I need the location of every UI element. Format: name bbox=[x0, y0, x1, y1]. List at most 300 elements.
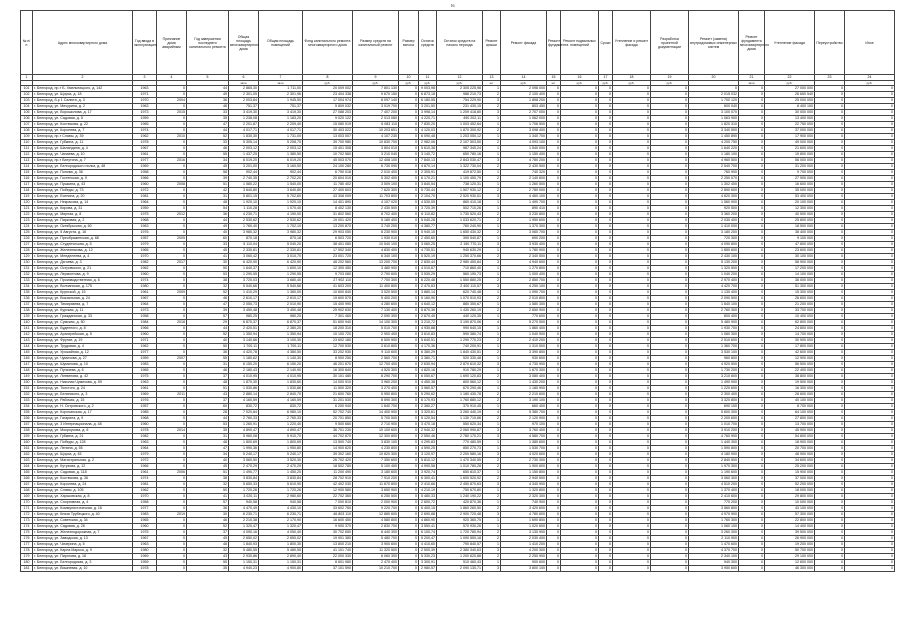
table-cell: 0 bbox=[599, 242, 613, 248]
table-cell: 154 bbox=[21, 404, 33, 410]
table-cell: 0 bbox=[815, 218, 845, 224]
table-cell: 0 bbox=[613, 98, 651, 104]
table-cell: 0 bbox=[157, 296, 187, 302]
table-cell: 2 760,33 bbox=[229, 416, 259, 422]
column-number: 3 bbox=[133, 75, 157, 81]
table-cell: 0 bbox=[613, 224, 651, 230]
column-number: 11 bbox=[419, 75, 437, 81]
table-cell: 50 bbox=[187, 266, 229, 272]
table-cell: г. Белгород, ул. Курская, д. 11 bbox=[33, 308, 133, 314]
table-cell: 5 302 400 bbox=[353, 176, 399, 182]
table-cell: 169 bbox=[21, 494, 33, 500]
table-cell: 0 bbox=[651, 506, 689, 512]
table-cell: 24 100 280 bbox=[303, 164, 353, 170]
table-cell: 6 790 018 bbox=[303, 170, 353, 176]
table-cell: 4 020 600 bbox=[501, 452, 547, 458]
table-cell: 1 780 900 bbox=[501, 248, 547, 254]
table-cell: 45 bbox=[187, 536, 229, 542]
table-cell: 0 bbox=[613, 392, 651, 398]
table-cell: 0 bbox=[815, 194, 845, 200]
table-cell: 1978 bbox=[133, 140, 157, 146]
table-cell: 1 250 370,66 bbox=[437, 254, 483, 260]
table-cell: 1 350,94 bbox=[229, 332, 259, 338]
table-cell: 1 970 300 bbox=[689, 464, 739, 470]
table-cell: 1 240 190,22 bbox=[437, 494, 483, 500]
table-cell: 3 830 100 bbox=[353, 440, 399, 446]
table-cell: 1 860 260,50 bbox=[437, 506, 483, 512]
table-cell: 0 bbox=[599, 464, 613, 470]
table-cell: 0 bbox=[561, 410, 599, 416]
table-cell: 2 980,57 bbox=[419, 566, 437, 572]
table-cell: 0 bbox=[399, 422, 419, 428]
table-cell: 46 bbox=[187, 104, 229, 110]
table-cell: 4 430,10 bbox=[259, 506, 303, 512]
table-cell: 0 bbox=[157, 416, 187, 422]
table-cell: 5 305,14 bbox=[229, 140, 259, 146]
table-cell: г. Белгород, ул. Чумичова, д. 27 bbox=[33, 356, 133, 362]
table-cell: 3 530 100 bbox=[689, 350, 739, 356]
table-cell: 0 bbox=[561, 560, 599, 566]
table-cell: 0 bbox=[599, 266, 613, 272]
table-cell: 1983 bbox=[133, 362, 157, 368]
table-cell: 0 bbox=[547, 410, 561, 416]
column-unit: шт bbox=[547, 81, 561, 86]
table-cell: 0 bbox=[547, 284, 561, 290]
table-cell: 0 bbox=[651, 416, 689, 422]
table-cell: 0 bbox=[651, 392, 689, 398]
table-cell: 1 bbox=[483, 86, 501, 92]
table-cell: г. Белгород, ул. Чапаева, д. 10 bbox=[33, 152, 133, 158]
table-cell: 0 bbox=[613, 560, 651, 566]
table-cell: 0 bbox=[739, 134, 765, 140]
table-cell: 2 150 770,11 bbox=[437, 242, 483, 248]
table-cell: 15 800 000 bbox=[765, 152, 815, 158]
table-cell: г. Белгород, ул. Кутузова, д. 12 bbox=[33, 464, 133, 470]
table-cell: 4 510 200 bbox=[689, 482, 739, 488]
table-cell: 3 998,14 bbox=[419, 110, 437, 116]
table-cell: 2 300 400 bbox=[689, 392, 739, 398]
table-cell: 4 830 400 bbox=[353, 248, 399, 254]
table-cell: 0 bbox=[845, 476, 895, 482]
table-cell: 3 010,70 bbox=[259, 254, 303, 260]
table-cell: 6 980,10 bbox=[259, 410, 303, 416]
table-cell: 1 322 730,04 bbox=[437, 164, 483, 170]
table-cell: 1 380,50 bbox=[259, 152, 303, 158]
table-cell: 0 bbox=[845, 446, 895, 452]
table-cell: 0 bbox=[815, 116, 845, 122]
table-cell: 0 bbox=[399, 122, 419, 128]
table-cell: 0 bbox=[399, 242, 419, 248]
table-cell: 0 bbox=[651, 212, 689, 218]
table-cell: 0 bbox=[739, 242, 765, 248]
table-cell: 2 410 200 bbox=[501, 338, 547, 344]
table-cell: 7 840,13 bbox=[419, 158, 437, 164]
table-cell: 0 bbox=[845, 560, 895, 566]
table-cell: 149 bbox=[21, 374, 33, 380]
table-cell: 830,72 bbox=[229, 404, 259, 410]
table-cell: 0 bbox=[561, 368, 599, 374]
table-cell: 6 170,21 bbox=[419, 176, 437, 182]
table-cell: 0 bbox=[561, 218, 599, 224]
table-cell: 0 bbox=[599, 548, 613, 554]
table-cell: 0 bbox=[739, 404, 765, 410]
table-cell: 129 bbox=[21, 254, 33, 260]
table-cell: 3 720,03 bbox=[229, 278, 259, 284]
table-cell: 1 220 600 bbox=[689, 386, 739, 392]
table-cell: 46 bbox=[187, 146, 229, 152]
table-cell: 0 bbox=[651, 158, 689, 164]
column-unit: руб. bbox=[353, 81, 399, 86]
table-cell: 2 bbox=[483, 464, 501, 470]
table-cell: 8 601 980 bbox=[303, 560, 353, 566]
table-cell: 0 bbox=[651, 332, 689, 338]
table-cell: 0 bbox=[547, 530, 561, 536]
table-cell: 0 bbox=[651, 290, 689, 296]
table-cell: 0 bbox=[157, 542, 187, 548]
table-cell: 0 bbox=[399, 206, 419, 212]
table-cell: 2 090 300 bbox=[353, 314, 399, 320]
table-cell: 0 bbox=[815, 104, 845, 110]
table-cell: 1 302 400 bbox=[689, 182, 739, 188]
table-cell: 0 bbox=[399, 188, 419, 194]
table-cell: 4 580 800 bbox=[353, 518, 399, 524]
table-cell: 0 bbox=[599, 494, 613, 500]
table-cell: 0 bbox=[561, 266, 599, 272]
table-cell: 4 870,14 bbox=[419, 164, 437, 170]
table-cell: 0 bbox=[815, 488, 845, 494]
table-cell: 0 bbox=[561, 290, 599, 296]
table-cell: 1 bbox=[483, 200, 501, 206]
column-header: Адрес многоквартирного дома bbox=[33, 11, 133, 75]
table-cell: 0 bbox=[599, 362, 613, 368]
table-cell: 560 190,73 bbox=[437, 272, 483, 278]
table-cell: 0 bbox=[651, 362, 689, 368]
table-cell: 0 bbox=[399, 452, 419, 458]
table-cell: 940 630,29 bbox=[437, 248, 483, 254]
table-cell: 4 290,83 bbox=[419, 440, 437, 446]
table-cell: 108 bbox=[21, 128, 33, 134]
table-cell: 1 010 780,28 bbox=[437, 464, 483, 470]
table-cell: 40 bbox=[187, 338, 229, 344]
table-cell: г. Белгород, ул. Есенина, д. 20 bbox=[33, 194, 133, 200]
table-cell: 1 410 000 bbox=[689, 224, 739, 230]
table-cell: 2 560 700 bbox=[353, 356, 399, 362]
table-cell: 0 bbox=[599, 380, 613, 386]
table-cell: 3 450,48 bbox=[259, 308, 303, 314]
table-cell: 5 600 300 bbox=[689, 410, 739, 416]
table-cell: 26 702 420 bbox=[303, 458, 353, 464]
table-cell: 0 bbox=[739, 470, 765, 476]
table-cell: 29 903 050 bbox=[303, 230, 353, 236]
table-cell: 0 bbox=[561, 524, 599, 530]
table-cell: 0 bbox=[845, 422, 895, 428]
table-cell: 2 bbox=[483, 506, 501, 512]
table-cell: 16 300 840 bbox=[303, 368, 353, 374]
table-cell: 5 480 900 bbox=[689, 320, 739, 326]
table-cell: 2 702,20 bbox=[259, 176, 303, 182]
table-cell: 902,44 bbox=[259, 170, 303, 176]
table-cell: 0 bbox=[157, 518, 187, 524]
table-cell: 0 bbox=[547, 350, 561, 356]
table-cell: 0 bbox=[739, 128, 765, 134]
table-cell: 0 bbox=[561, 392, 599, 398]
table-cell: 0 bbox=[561, 482, 599, 488]
table-cell: 0 bbox=[739, 446, 765, 452]
table-cell: 3 100,30 bbox=[259, 338, 303, 344]
table-cell: 900 600 bbox=[501, 560, 547, 566]
table-cell: 1 490 900 bbox=[689, 380, 739, 386]
column-number: 1 bbox=[21, 75, 33, 81]
table-cell: г. Белгород, ул. Рабочая, д. 15 bbox=[33, 398, 133, 404]
table-cell: 32 bbox=[187, 284, 229, 290]
table-cell: 64 100 000 bbox=[765, 410, 815, 416]
table-cell: 130 bbox=[21, 260, 33, 266]
table-cell: г. Белгород, ул. Спортивная, д. 4 bbox=[33, 500, 133, 506]
table-cell: г. Белгород, ул. Некрасова, д. 14 bbox=[33, 200, 133, 206]
table-cell: 0 bbox=[651, 260, 689, 266]
table-cell: 2 013 080 bbox=[353, 116, 399, 122]
table-cell: 0 bbox=[815, 320, 845, 326]
table-cell: 4 bbox=[483, 410, 501, 416]
table-cell: 1 bbox=[483, 122, 501, 128]
table-cell: 44 bbox=[187, 416, 229, 422]
table-cell: 1 840 700 bbox=[353, 404, 399, 410]
table-cell: 0 bbox=[651, 428, 689, 434]
table-cell: 0 bbox=[157, 350, 187, 356]
table-cell: 2 730 300 bbox=[501, 458, 547, 464]
table-cell: 0 bbox=[547, 260, 561, 266]
table-cell: 0 bbox=[547, 86, 561, 92]
table-cell: 0 bbox=[739, 146, 765, 152]
table-cell: 35 bbox=[187, 428, 229, 434]
table-cell: г. Белгород, ул. Архиерейская, д. 5 bbox=[33, 332, 133, 338]
table-cell: 0 bbox=[561, 344, 599, 350]
table-cell: 1 850 600 bbox=[689, 248, 739, 254]
table-cell: 0 bbox=[599, 86, 613, 92]
table-cell: 2 bbox=[483, 374, 501, 380]
table-cell: 0 bbox=[157, 488, 187, 494]
table-cell: 0 bbox=[599, 398, 613, 404]
table-cell: 0 bbox=[613, 104, 651, 110]
table-cell: 1 110,28 bbox=[229, 206, 259, 212]
table-cell: 0 bbox=[157, 422, 187, 428]
table-cell: 0 bbox=[561, 224, 599, 230]
table-cell: 3 740 200 bbox=[353, 224, 399, 230]
table-cell: 0 bbox=[157, 170, 187, 176]
table-cell: 0 bbox=[739, 530, 765, 536]
table-cell: 1 060 100 bbox=[689, 524, 739, 530]
table-cell: 13 200 870 bbox=[303, 224, 353, 230]
table-cell: 0 bbox=[157, 308, 187, 314]
table-cell: 1965 bbox=[133, 122, 157, 128]
table-cell: 0 bbox=[613, 344, 651, 350]
table-cell: 1 800,69 bbox=[229, 440, 259, 446]
table-cell: 42 402 030 bbox=[303, 482, 353, 488]
table-cell: 0 bbox=[739, 512, 765, 518]
table-cell: 2 760,33 bbox=[259, 416, 303, 422]
table-cell: 173 bbox=[21, 518, 33, 524]
table-cell: 43 100 000 bbox=[765, 506, 815, 512]
table-cell: 2010 bbox=[157, 134, 187, 140]
table-cell: 1 430 260,19 bbox=[437, 308, 483, 314]
table-cell: 0 bbox=[845, 212, 895, 218]
table-cell: 5 940,10 bbox=[419, 230, 437, 236]
table-cell: 1962 bbox=[133, 488, 157, 494]
table-cell: 123 bbox=[21, 218, 33, 224]
table-cell: 1 540,00 bbox=[259, 182, 303, 188]
table-cell: 5 910,70 bbox=[259, 434, 303, 440]
table-cell: 0 bbox=[845, 500, 895, 506]
table-cell: 870,18 bbox=[229, 236, 259, 242]
table-cell: 1 560 900 bbox=[689, 200, 739, 206]
table-cell: 0 bbox=[613, 320, 651, 326]
table-cell: 10 400 000 bbox=[765, 314, 815, 320]
table-cell: г. Белгород, пр-т Ватутина, д. 7 bbox=[33, 158, 133, 164]
table-cell: 1 690 800 bbox=[501, 518, 547, 524]
table-cell: 2 200 600 bbox=[689, 416, 739, 422]
table-cell: 0 bbox=[599, 404, 613, 410]
table-cell: 5 520,19 bbox=[419, 254, 437, 260]
table-cell: 15 900 000 bbox=[765, 470, 815, 476]
table-cell: 142 bbox=[21, 332, 33, 338]
table-cell: 0 bbox=[613, 278, 651, 284]
table-cell: 2 bbox=[483, 350, 501, 356]
table-cell: 14 400 900 bbox=[353, 410, 399, 416]
table-cell: 168 bbox=[21, 488, 33, 494]
table-cell: 2 090 500 bbox=[689, 296, 739, 302]
table-cell: 1 bbox=[483, 206, 501, 212]
header-row bbox=[21, 11, 895, 75]
table-cell: г. Белгород, ул. Белгородская, д. 3 bbox=[33, 560, 133, 566]
table-cell: 0 bbox=[739, 422, 765, 428]
table-cell: 0 bbox=[845, 362, 895, 368]
table-cell: 3 201,50 bbox=[419, 104, 437, 110]
table-cell: 1 090 550,18 bbox=[437, 536, 483, 542]
table-cell: 2 330,81 bbox=[229, 248, 259, 254]
table-cell: 0 bbox=[739, 524, 765, 530]
column-header: Разработка проектной документации bbox=[651, 11, 689, 75]
table-cell: 0 bbox=[815, 122, 845, 128]
table-cell: 1963 bbox=[133, 380, 157, 386]
table-cell: 0 bbox=[651, 242, 689, 248]
column-unit: кв.м bbox=[739, 81, 765, 86]
table-cell: 1975 bbox=[133, 212, 157, 218]
table-cell: 2 bbox=[483, 140, 501, 146]
table-cell: 0 bbox=[613, 122, 651, 128]
table-cell: 0 bbox=[547, 338, 561, 344]
table-cell: 1 033 620,71 bbox=[437, 218, 483, 224]
table-cell: 0 bbox=[845, 332, 895, 338]
table-cell: 33 bbox=[187, 242, 229, 248]
table-cell: 0 bbox=[547, 152, 561, 158]
table-cell: 3 830,84 bbox=[229, 476, 259, 482]
table-cell: 7 801 130 bbox=[353, 86, 399, 92]
column-header: Ремонт крыши bbox=[483, 11, 501, 75]
table-cell: 0 bbox=[739, 482, 765, 488]
table-cell: г. Белгород, ул. Садовая, д. 26 bbox=[33, 524, 133, 530]
table-cell: 1 530,86 bbox=[259, 386, 303, 392]
table-cell: 0 bbox=[157, 332, 187, 338]
table-cell: 2009 bbox=[157, 290, 187, 296]
table-cell: 0 bbox=[613, 398, 651, 404]
table-cell: 1 bbox=[483, 560, 501, 566]
table-cell: 0 bbox=[815, 308, 845, 314]
table-cell: 0 bbox=[845, 260, 895, 266]
table-cell: 4 160,59 bbox=[229, 398, 259, 404]
table-cell: 52 bbox=[187, 290, 229, 296]
table-cell: 5 610,90 bbox=[259, 482, 303, 488]
table-cell: 0 bbox=[613, 500, 651, 506]
table-cell: 1960 bbox=[133, 182, 157, 188]
table-cell: 0 bbox=[845, 566, 895, 572]
table-cell: 33 700 000 bbox=[765, 308, 815, 314]
table-cell: 46 bbox=[187, 368, 229, 374]
table-cell: 1968 bbox=[133, 218, 157, 224]
table-cell: 0 bbox=[815, 128, 845, 134]
table-cell: 0 bbox=[599, 434, 613, 440]
table-cell: 0 bbox=[547, 548, 561, 554]
table-cell: 4 780 200 bbox=[501, 158, 547, 164]
column-header: Год завершения последнего капитального ремонта bbox=[187, 11, 229, 75]
table-cell: 4 730 900 bbox=[501, 362, 547, 368]
table-cell: 0 bbox=[739, 566, 765, 572]
table-cell: 990 640,15 bbox=[437, 326, 483, 332]
table-cell: 0 bbox=[613, 152, 651, 158]
table-cell: 36 bbox=[187, 212, 229, 218]
table-cell: 0 bbox=[561, 284, 599, 290]
table-cell: 3 419,30 bbox=[229, 110, 259, 116]
table-cell: 0 bbox=[561, 200, 599, 206]
table-cell: 2 650 900 bbox=[501, 308, 547, 314]
table-cell: 38 800 000 bbox=[765, 374, 815, 380]
table-cell: 0 bbox=[561, 470, 599, 476]
column-number: 17 bbox=[599, 75, 613, 81]
table-cell: 0 bbox=[815, 92, 845, 98]
table-cell: 0 bbox=[651, 488, 689, 494]
table-cell: 2 450,60 bbox=[419, 236, 437, 242]
table-cell: 6 380,29 bbox=[419, 350, 437, 356]
table-cell: 0 bbox=[815, 560, 845, 566]
table-cell: 0 bbox=[547, 266, 561, 272]
table-cell: 2 540 700 bbox=[689, 164, 739, 170]
table-cell: 1 bbox=[483, 404, 501, 410]
table-cell: 0 bbox=[845, 542, 895, 548]
table-cell: 47 bbox=[187, 302, 229, 308]
table-cell: 0 bbox=[399, 404, 419, 410]
table-cell: г. Белгород, ул. Щорса, д. 45 bbox=[33, 452, 133, 458]
table-cell: 0 bbox=[547, 236, 561, 242]
table-cell: 2 bbox=[483, 554, 501, 560]
table-cell: 0 bbox=[561, 296, 599, 302]
table-cell: 29 800 000 bbox=[765, 494, 815, 500]
table-cell: 1 180 900 bbox=[501, 386, 547, 392]
table-cell: 11 703 800 bbox=[353, 194, 399, 200]
table-cell: 161 bbox=[21, 446, 33, 452]
table-cell: 0 bbox=[561, 320, 599, 326]
table-cell: 0 bbox=[845, 296, 895, 302]
table-cell: 2 210 600 bbox=[501, 392, 547, 398]
table-cell: 0 bbox=[399, 272, 419, 278]
table-cell: 1 270 800 bbox=[501, 266, 547, 272]
table-cell: 2 410,66 bbox=[419, 482, 437, 488]
table-cell: 5 480,33 bbox=[419, 494, 437, 500]
table-cell: 145 bbox=[21, 350, 33, 356]
table-cell: 0 bbox=[651, 92, 689, 98]
table-cell: 150 bbox=[21, 380, 33, 386]
table-cell: 0 bbox=[547, 92, 561, 98]
table-cell: 44 bbox=[187, 86, 229, 92]
table-cell: 10 210 700 bbox=[353, 566, 399, 572]
